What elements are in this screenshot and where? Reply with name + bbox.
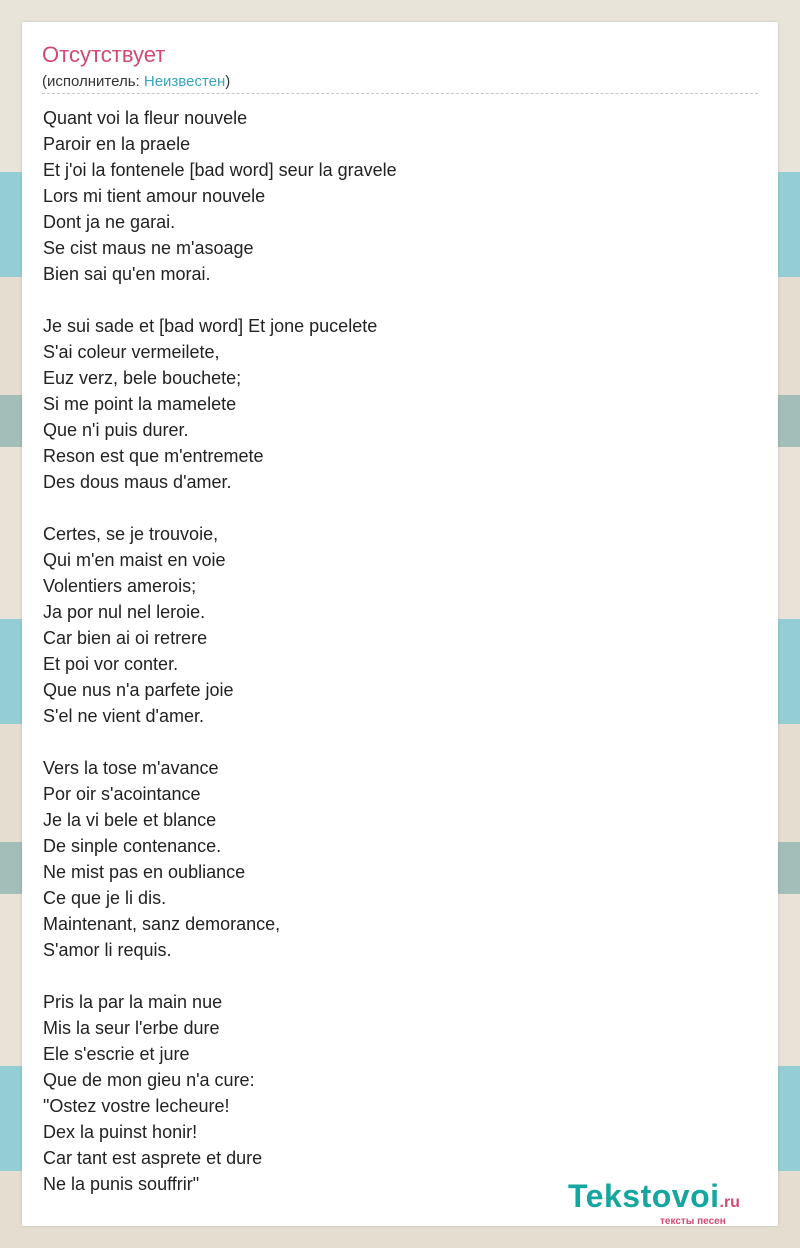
lyrics-line: Car bien ai oi retrere	[43, 628, 208, 648]
lyrics-card	[22, 22, 778, 1226]
lyrics-text	[43, 105, 743, 1223]
lyrics-line: Paroir en la praele	[43, 134, 191, 154]
lyrics-line: Car tant est asprete et dure	[43, 1148, 263, 1168]
lyrics-line: Que de mon gieu n'a cure:	[43, 1070, 255, 1090]
lyrics-line: Se cist maus ne m'asoage	[43, 238, 254, 258]
lyrics-line: Lors mi tient amour nouvele	[43, 186, 266, 206]
lyrics-line: S'el ne vient d'amer.	[43, 706, 204, 726]
lyrics-line: Que nus n'a parfete joie	[43, 680, 234, 700]
lyrics-line: Volentiers amerois;	[43, 576, 197, 596]
lyrics-line: Mis la seur l'erbe dure	[43, 1018, 220, 1038]
lyrics-line: Maintenant, sanz demorance,	[43, 914, 281, 934]
artist-line	[42, 73, 230, 90]
site-logo[interactable]	[568, 1178, 778, 1228]
lyrics-line: Et j'oi la fontenele [bad word] seur la gravele	[43, 160, 397, 180]
lyrics-line: De sinple contenance.	[43, 836, 222, 856]
lyrics-line: Ne mist pas en oubliance	[43, 862, 246, 882]
logo-tagline: тексты песен	[660, 1216, 726, 1227]
lyrics-line: Et poi vor conter.	[43, 654, 179, 674]
lyrics-line: Pris la par la main nue	[43, 992, 223, 1012]
logo-tld: .ru	[719, 1194, 740, 1211]
lyrics-stanza	[43, 105, 743, 287]
lyrics-line: Quant voi la fleur nouvele	[43, 108, 248, 128]
lyrics-line: Dex la puinst honir!	[43, 1122, 198, 1142]
lyrics-line: Que n'i puis durer.	[43, 420, 189, 440]
lyrics-line: Des dous maus d'amer.	[43, 472, 232, 492]
lyrics-line: Dont ja ne garai.	[43, 212, 176, 232]
artist-suffix: )	[225, 73, 231, 90]
lyrics-line: Bien sai qu'en morai.	[43, 264, 211, 284]
artist-link[interactable]: Неизвестен	[143, 73, 226, 90]
lyrics-line: Qui m'en maist en voie	[43, 550, 226, 570]
artist-prefix: (исполнитель:	[42, 73, 144, 90]
lyrics-line: Euz verz, bele bouchete;	[43, 368, 242, 388]
lyrics-stanza	[43, 755, 743, 963]
song-title: Отсутствует	[42, 42, 166, 67]
divider	[42, 93, 758, 94]
lyrics-line: Reson est que m'entremete	[43, 446, 264, 466]
logo-name: Tekstovoi	[568, 1178, 720, 1214]
lyrics-stanza	[43, 313, 743, 495]
lyrics-line: Ja por nul nel leroie.	[43, 602, 206, 622]
lyrics-line: Je la vi bele et blance	[43, 810, 217, 830]
lyrics-line: Si me point la mamelete	[43, 394, 237, 414]
lyrics-line: Ele s'escrie et jure	[43, 1044, 190, 1064]
lyrics-line: S'amor li requis.	[43, 940, 172, 960]
lyrics-line: Certes, se je trouvoie,	[43, 524, 219, 544]
lyrics-line: Je sui sade et [bad word] Et jone pucelete	[43, 316, 378, 336]
lyrics-line: Ce que je li dis.	[43, 888, 167, 908]
lyrics-line: Vers la tose m'avance	[43, 758, 219, 778]
lyrics-line: Ne la punis souffrir"	[43, 1174, 200, 1194]
lyrics-stanza	[43, 989, 743, 1197]
lyrics-line: "Ostez vostre lecheure!	[43, 1096, 230, 1116]
lyrics-line: S'ai coleur vermeilete,	[43, 342, 220, 362]
lyrics-stanza	[43, 521, 743, 729]
lyrics-line: Por oir s'acointance	[43, 784, 201, 804]
